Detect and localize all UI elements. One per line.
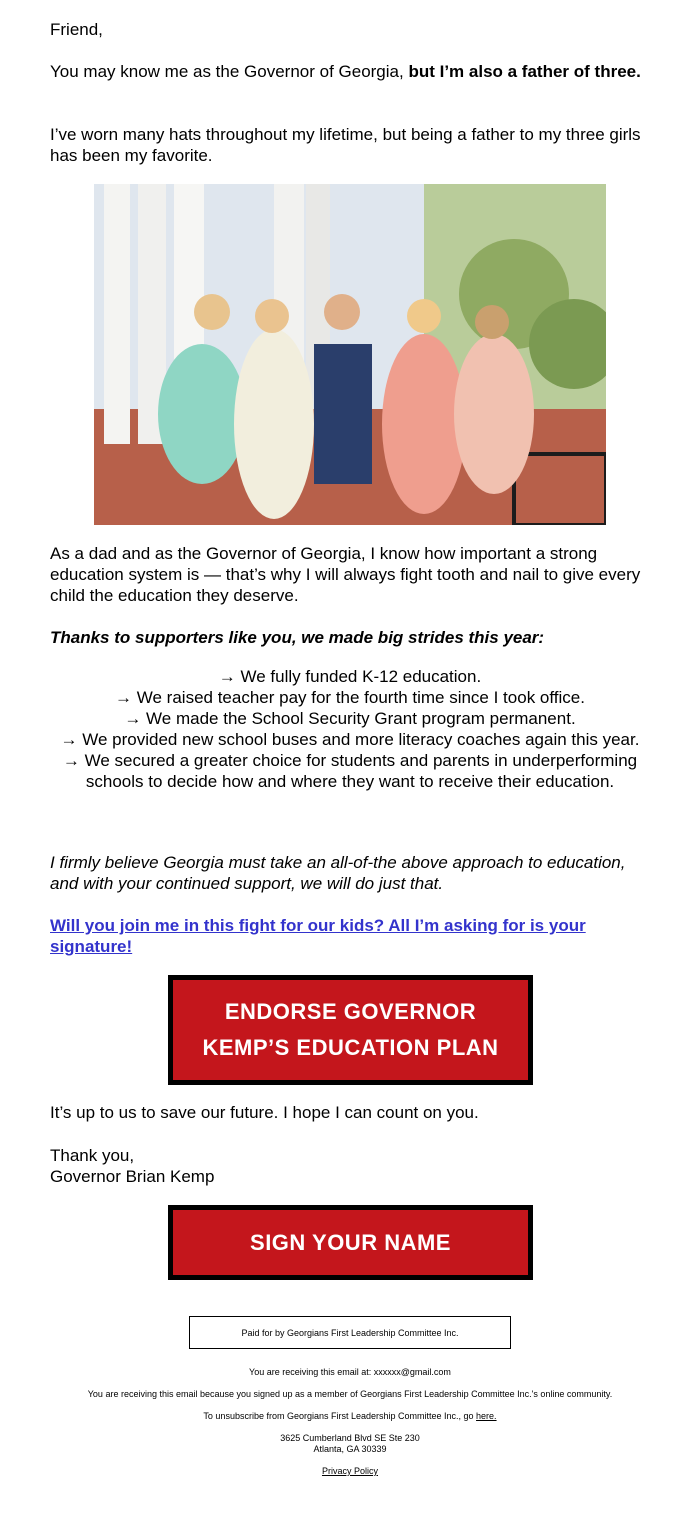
endorse-button-line1: ENDORSE GOVERNOR xyxy=(224,999,477,1024)
privacy-policy-link[interactable]: Privacy Policy xyxy=(321,1466,378,1476)
mailing-address xyxy=(0,1433,700,1455)
list-item: → We raised teacher pay for the fourth time since I took office. xyxy=(115,688,585,707)
signoff-thanks: Thank you, xyxy=(50,1146,135,1165)
strides-heading: Thanks to supporters like you, we made big strides this year: xyxy=(50,628,545,647)
dad-paragraph: As a dad and as the Governor of Georgia, I know how important a strong education system is — that’s why I will always fight tooth and nail to give every child the education they deserve. xyxy=(50,544,641,605)
unsubscribe-text: To unsubscribe from Georgians First Leadership Committee Inc., go xyxy=(203,1411,477,1421)
sign-name-button-label: SIGN YOUR NAME xyxy=(250,1229,451,1255)
belief-paragraph: I firmly believe Georgia must take an all-of-the above approach to education, and with your continued support, we will do just that. xyxy=(50,853,626,893)
address-line1: 3625 Cumberland Blvd SE Ste 230 xyxy=(280,1433,420,1443)
sign-name-button[interactable] xyxy=(168,1205,533,1280)
family-photo-illustration xyxy=(94,184,606,525)
intro-plain: You may know me as the Governor of Georgia, xyxy=(50,62,409,81)
privacy-line xyxy=(0,1466,700,1477)
cta-link-paragraph xyxy=(50,915,650,957)
signup-reason: You are receiving this email because you signed up as a member of Georgians First Leadership Committee Inc.'s online community. xyxy=(87,1389,613,1399)
closing-paragraph: It’s up to us to save our future. I hope I can count on you. xyxy=(50,1103,479,1122)
hats-paragraph: I’ve worn many hats throughout my lifetime, but being a father to my three girls has been my favorite. xyxy=(50,125,641,165)
strides-list xyxy=(50,666,650,792)
intro-bold: but I’m also a father of three. xyxy=(408,62,641,81)
greeting: Friend, xyxy=(50,20,103,39)
unsubscribe-line xyxy=(0,1411,700,1422)
list-item: → We provided new school buses and more literacy coaches again this year. xyxy=(60,730,640,749)
paid-for-disclaimer xyxy=(189,1316,511,1349)
receiving-at: You are receiving this email at: xxxxxx@gmail.com xyxy=(249,1367,451,1377)
signature-link[interactable]: Will you join me in this fight for our kids? All I’m asking for is your signature! xyxy=(50,916,586,956)
list-item: → We fully funded K-12 education. xyxy=(218,667,482,686)
signoff xyxy=(50,1145,650,1187)
intro-paragraph xyxy=(50,61,650,82)
address-line2: Atlanta, GA 30339 xyxy=(313,1444,387,1454)
signoff-name: Governor Brian Kemp xyxy=(50,1167,215,1186)
list-item: → We secured a greater choice for students and parents in underperforming schools to decide how and where they want to receive their education. xyxy=(62,751,638,791)
endorse-button-line2: KEMP’S EDUCATION PLAN xyxy=(202,1035,499,1060)
unsubscribe-link[interactable]: here. xyxy=(476,1411,497,1421)
list-item: → We made the School Security Grant program permanent. xyxy=(124,709,576,728)
paid-for-text: Paid for by Georgians First Leadership Committee Inc. xyxy=(241,1327,459,1338)
endorse-button[interactable] xyxy=(168,975,533,1085)
family-photo xyxy=(94,184,606,525)
